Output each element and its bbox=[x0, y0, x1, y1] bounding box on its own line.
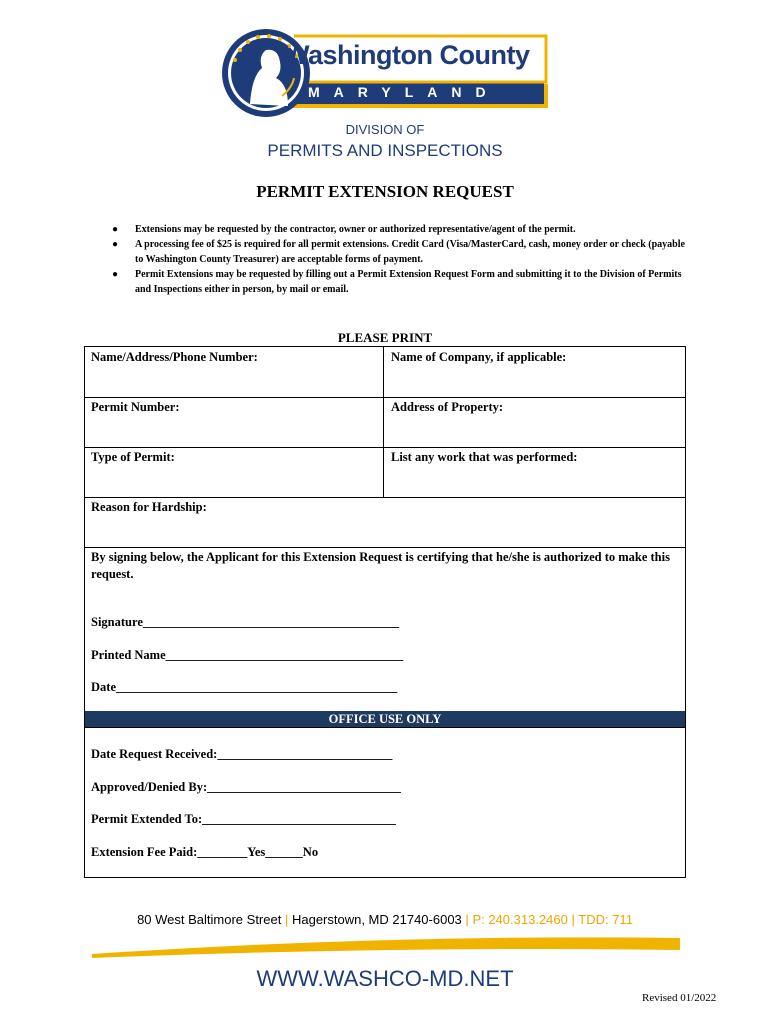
swoosh-decoration bbox=[92, 934, 680, 962]
fee-paid-line[interactable]: Extension Fee Paid:________Yes______No bbox=[91, 845, 319, 859]
separator: | bbox=[571, 912, 575, 927]
permit-type-field[interactable] bbox=[85, 447, 383, 497]
footer-address bbox=[0, 912, 770, 927]
name-address-phone-label: Name/Address/Phone Number: bbox=[91, 350, 258, 364]
division-label: DIVISION OF bbox=[345, 122, 425, 137]
separator: | bbox=[465, 912, 469, 927]
extension-form bbox=[84, 346, 686, 878]
tdd-number: TDD: 711 bbox=[578, 912, 633, 927]
company-name-label: Name of Company, if applicable: bbox=[391, 350, 567, 364]
name-address-phone-field[interactable] bbox=[85, 347, 383, 397]
bullet-icon: ● bbox=[112, 269, 119, 280]
work-performed-field[interactable] bbox=[383, 447, 685, 497]
list-item: ● Extensions may be requested by the contractor, owner or authorized representative/agent of the permit. bbox=[112, 224, 576, 235]
logo-subtitle: MARYLAND bbox=[308, 84, 500, 100]
certification-text: By signing below, the Applicant for this Extension Request is certifying that he/she is authorized to make this request. bbox=[91, 550, 670, 581]
permit-number-label: Permit Number: bbox=[91, 400, 180, 414]
printed-name-line[interactable]: Printed Name______________________________________ bbox=[91, 648, 404, 662]
please-print-label: PLEASE PRINT bbox=[337, 330, 433, 345]
office-use-only-header: OFFICE USE ONLY bbox=[85, 711, 685, 727]
seal-year: 1776 bbox=[258, 96, 274, 103]
instructions-list bbox=[108, 222, 688, 297]
department-title: PERMITS AND INSPECTIONS bbox=[267, 141, 503, 160]
website-link[interactable]: WWW.WASHCO-MD.NET bbox=[256, 966, 514, 991]
permit-type-label: Type of Permit: bbox=[91, 450, 175, 464]
revised-date: Revised 01/2022 bbox=[642, 992, 717, 1004]
phone-number: P: 240.313.2460 bbox=[472, 912, 568, 927]
list-item: ● A processing fee of $25 is required for all permit extensions. Credit Card (Visa/MasterCard, cash, money order or check (payable to Washington County Treasurer) are acceptable forms of payment. bbox=[112, 239, 685, 265]
hardship-reason-field[interactable] bbox=[85, 497, 685, 547]
row-divider bbox=[85, 547, 685, 548]
city-address: Hagerstown, MD 21740-6003 bbox=[291, 912, 462, 927]
company-name-field[interactable] bbox=[383, 347, 685, 397]
work-performed-label: List any work that was performed: bbox=[391, 450, 578, 464]
bullet-icon: ● bbox=[112, 239, 119, 250]
date-received-line[interactable]: Date Request Received:____________________________ bbox=[91, 747, 393, 761]
form-title: PERMIT EXTENSION REQUEST bbox=[256, 182, 514, 201]
logo-title: Washington County bbox=[284, 40, 530, 70]
hardship-reason-label: Reason for Hardship: bbox=[91, 500, 207, 514]
approved-denied-line[interactable]: Approved/Denied By:_______________________________ bbox=[91, 780, 401, 794]
date-line[interactable]: Date_____________________________________________ bbox=[91, 680, 398, 694]
signature-line[interactable]: Signature_________________________________________ bbox=[91, 615, 400, 629]
row-divider bbox=[85, 727, 685, 728]
extended-to-line[interactable]: Permit Extended To:_______________________________ bbox=[91, 812, 396, 826]
street-address: 80 West Baltimore Street bbox=[137, 912, 282, 927]
property-address-label: Address of Property: bbox=[391, 400, 504, 414]
permit-number-field[interactable] bbox=[85, 397, 383, 447]
bullet-icon: ● bbox=[112, 224, 119, 235]
list-item: ● Permit Extensions may be requested by filling out a Permit Extension Request Form and submitting it to the Division of Permits and Inspections either in person, by mail or email. bbox=[112, 269, 682, 295]
separator: | bbox=[284, 912, 289, 927]
property-address-field[interactable] bbox=[383, 397, 685, 447]
